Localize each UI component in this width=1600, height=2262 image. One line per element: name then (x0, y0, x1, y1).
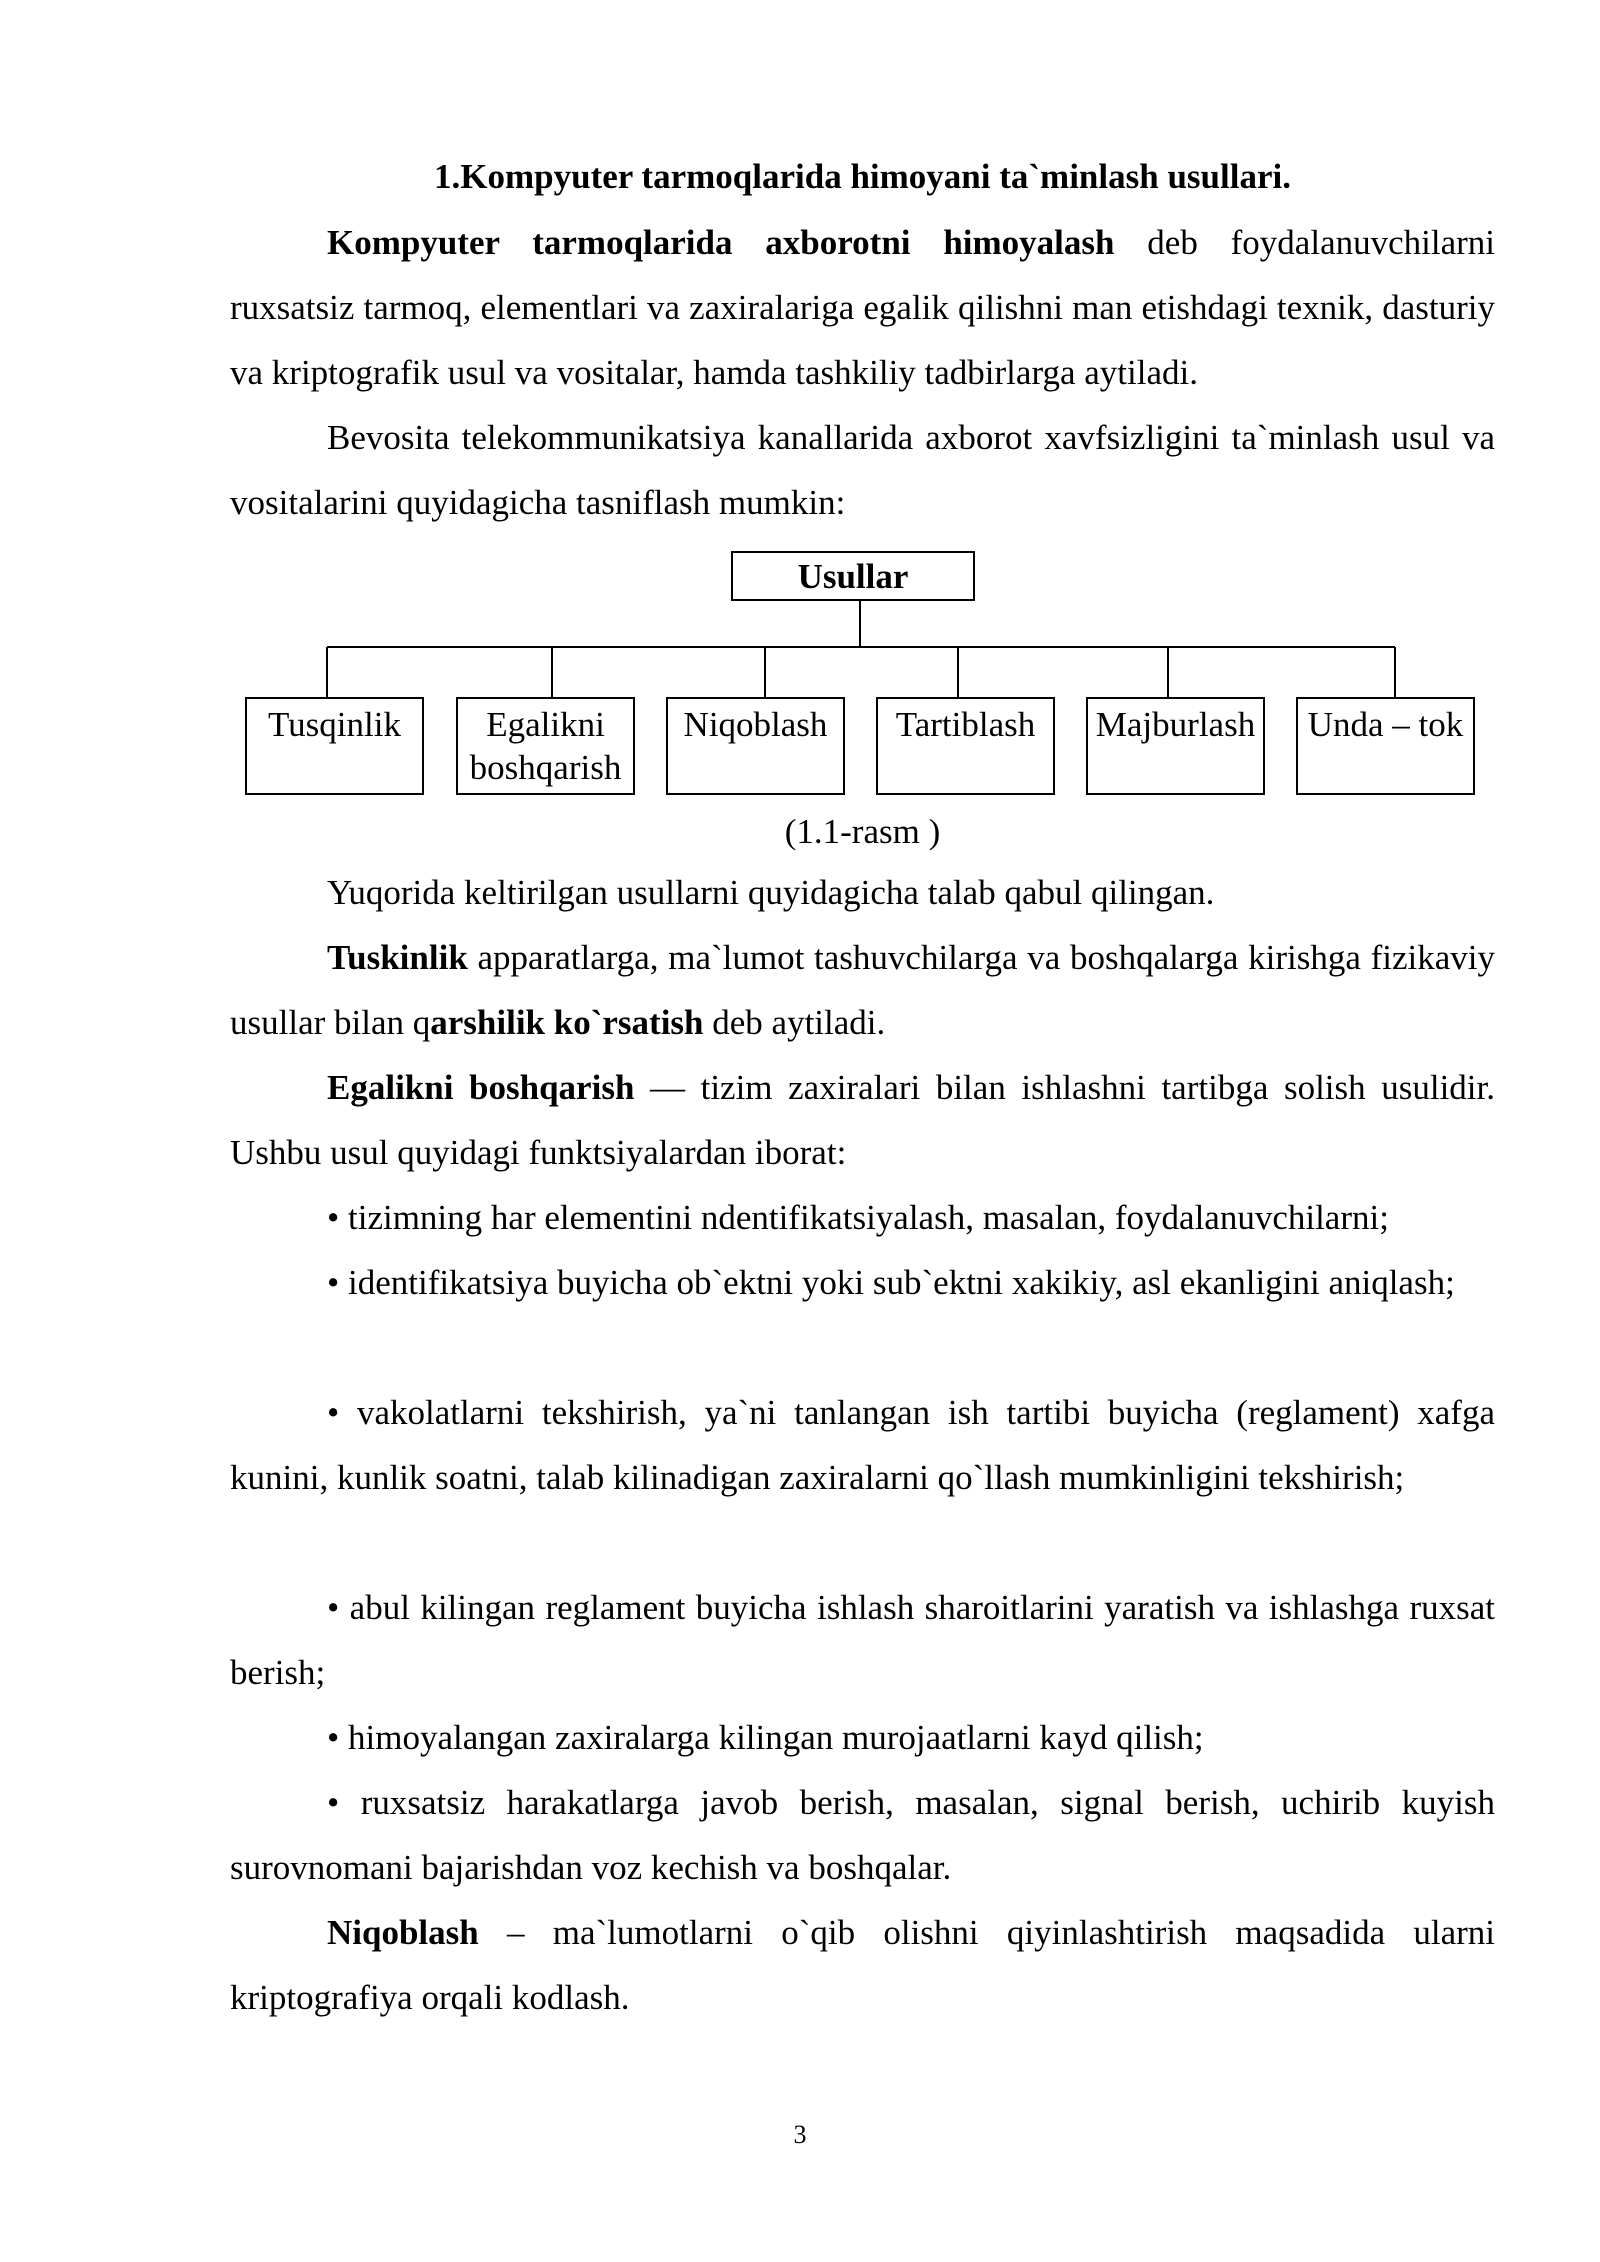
term-bold: Niqoblash (327, 1913, 479, 1952)
diagram-node-egalikni-boshqarish: Egalikni boshqarish (456, 697, 635, 795)
bullet-item: • himoyalangan zaxiralarga kilingan murojaatlarni kayd qilish; (327, 1718, 1204, 1757)
paragraph-text: apparatlarga, ma`lumot tashuvchilarga va boshqalarga kirishga fizikaviy usullar bilan q (230, 938, 1495, 1042)
bullet-item: • ruxsatsiz harakatlarga javob berish, masalan, signal berish, uchirib kuyish surovnomani bajarishdan voz kechish va boshqalar. (230, 1783, 1495, 1887)
diagram-root-box: Usullar (731, 551, 975, 601)
paragraph-text: – ma`lumotlarni o`qib olishni qiyinlashtirish maqsadida ularni kriptografiya orqali kodlash. (230, 1913, 1495, 2017)
term-bold: Kompyuter tarmoqlarida axborotni himoyalash (327, 223, 1115, 262)
figure-caption: (1.1-rasm ) (784, 812, 941, 851)
diagram-node-tartiblash: Tartiblash (876, 697, 1055, 795)
page-number: 3 (793, 2120, 807, 2149)
bullet-item: • tizimning har elementini ndentifikatsiyalash, masalan, foydalanuvchilarni; (327, 1198, 1389, 1237)
diagram-node-majburlash: Majburlash (1086, 697, 1265, 795)
paragraph-definition (230, 210, 1495, 405)
paragraph-niqoblash (230, 1900, 1495, 2030)
paragraph-egalikni-boshqarish (230, 1055, 1495, 1185)
paragraph-text: deb aytiladi. (703, 1003, 886, 1042)
paragraph-text: deb foydalanuvchilarni ruxsatsiz tarmoq, elementlari va zaxiralariga egalik qilishni man etishdagi texnik, dasturiy va kriptografik usul va vositalar, hamda tashkiliy tadbirlarga aytiladi. (230, 223, 1495, 392)
diagram-node-unda-tok: Unda – tok (1296, 697, 1475, 795)
bullet-item: • vakolatlarni tekshirish, ya`ni tanlangan ish tartibi buyicha (reglament) xafga kunini, kunlik soatni, talab kilinadigan zaxiralarni qo`llash mumkinligini tekshirish; (230, 1393, 1495, 1497)
diagram-node-tusqinlik: Tusqinlik (245, 697, 424, 795)
term-bold: Tuskinlik (327, 938, 468, 977)
diagram-node-niqoblash: Niqoblash (666, 697, 845, 795)
paragraph-intro: Yuqorida keltirilgan usullarni quyidagicha talab qabul qilingan. (327, 873, 1215, 912)
bullet-item: • abul kilingan reglament buyicha ishlash sharoitlarini yaratish va ishlashga ruxsat berish; (230, 1588, 1495, 1692)
paragraph-text: — tizim zaxiralari bilan ishlashni tartibga solish usulidir. Ushbu usul quyidagi funktsiyalardan iborat: (230, 1068, 1495, 1172)
bullet-item: • identifikatsiya buyicha ob`ektni yoki sub`ektni xakikiy, asl ekanligini aniqlash; (327, 1263, 1455, 1302)
term-bold: arshilik ko`rsatish (430, 1003, 704, 1042)
term-bold: Egalikni boshqarish (327, 1068, 635, 1107)
section-title: 1.Kompyuter tarmoqlarida himoyani ta`minlash usullari. (434, 157, 1291, 196)
paragraph-classification: Bevosita telekommunikatsiya kanallarida axborot xavfsizligini ta`minlash usul va vositalarini quyidagicha tasniflash mumkin: (230, 418, 1495, 522)
paragraph-tuskinlik (230, 925, 1495, 1055)
